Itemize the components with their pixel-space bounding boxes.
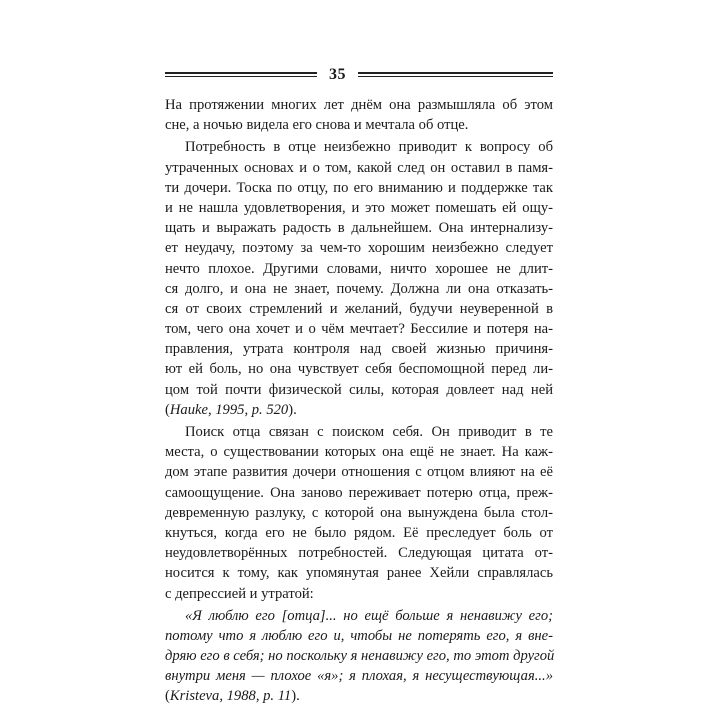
quote-line: дряю его в себя; но поскольку я ненавижу его, то этот другой [165, 648, 555, 665]
quote-line: «Я люблю его [отца]... но ещё больше я ненавижу его; [185, 607, 553, 624]
header-rule-right [358, 72, 553, 78]
paragraph-2 [165, 137, 553, 420]
text-line: неудовлетворённых потребностей. Следующая цитата от- [165, 545, 553, 562]
text-line: ти дочери. Тоска по отцу, по его вниманию и поддержке так [165, 179, 553, 196]
paragraph-3 [165, 422, 553, 604]
text-line: носится к тому, как упомянутая ранее Хейли справлялась [165, 565, 553, 582]
body-text [165, 95, 553, 707]
block-quote [165, 606, 553, 687]
quote-line: внутри меня — плохое «я»; я плохая, я несуществующая...» [165, 668, 553, 685]
header-rule-left [165, 72, 317, 78]
text-line: ся долго, и она не знает, почему. Должна ли она отказать- [165, 280, 553, 297]
text-line: места, о существовании которых она ещё не знает. На каж- [165, 444, 553, 461]
citation-line: (Kristeva, 1988, p. 11). [165, 688, 300, 705]
text-line: кнуться, когда его не было рядом. Её преследует боль от [165, 524, 553, 541]
citation-hauke: Hauke, 1995, p. 520 [169, 401, 289, 418]
text-line: ют ей боль, но она чувствует себя беспомощной перед ли- [165, 361, 553, 378]
text-line: ет неудачу, поэтому за чем-то хорошим неизбежно следует [165, 240, 553, 257]
text-line: девременную разлуку, с которой она вынуждена была стол- [165, 504, 553, 521]
text-line: том, чего она хочет и о чём мечтает? Бессилие и потеря на- [165, 321, 553, 338]
paragraph-1 [165, 95, 553, 135]
page-number: 35 [329, 66, 346, 83]
running-header [165, 63, 553, 87]
text-line: сне, а ночью видела его снова и мечтала об отце. [165, 117, 469, 134]
text-line: На протяжении многих лет днём она размышляла об этом [165, 97, 553, 113]
text-line: дом этапе развития дочери отношения с отцом влияют на её [165, 464, 553, 481]
text-line: ся от своих стремлений и желаний, будучи неуверенной в [165, 300, 553, 317]
text-line: с депрессией и утратой: [165, 585, 314, 602]
text-line: правления, утрата контроля над своей жизнью причиня- [165, 341, 553, 358]
text-line: Поиск отца связан с поиском себя. Он приводит в те [185, 424, 553, 440]
quote-line: потому что я люблю его и, чтобы не потерять его, я вне- [165, 627, 553, 644]
text-line: нечто плохое. Другими словами, ничто хорошее не длит- [165, 260, 553, 277]
text-line: Потребность в отце неизбежно приводит к вопросу об [185, 139, 553, 156]
text-line: утраченных основах и о том, какой след он оставил в памя- [165, 159, 553, 176]
citation-kristeva: Kristeva, 1988, p. 11 [169, 688, 292, 705]
text-line: цом той почти физической силы, которая довлеет над ней [165, 381, 553, 398]
text-line: щать и выражать радость в дальнейшем. Она интернализу- [165, 220, 553, 237]
text-line: самоощущение. Она заново переживает потерю отца, преж- [165, 484, 553, 501]
citation-line: (Hauke, 1995, p. 520). [165, 401, 297, 418]
text-line: и не нашла удовлетворения, и это может помешать ей ощу- [165, 199, 553, 216]
